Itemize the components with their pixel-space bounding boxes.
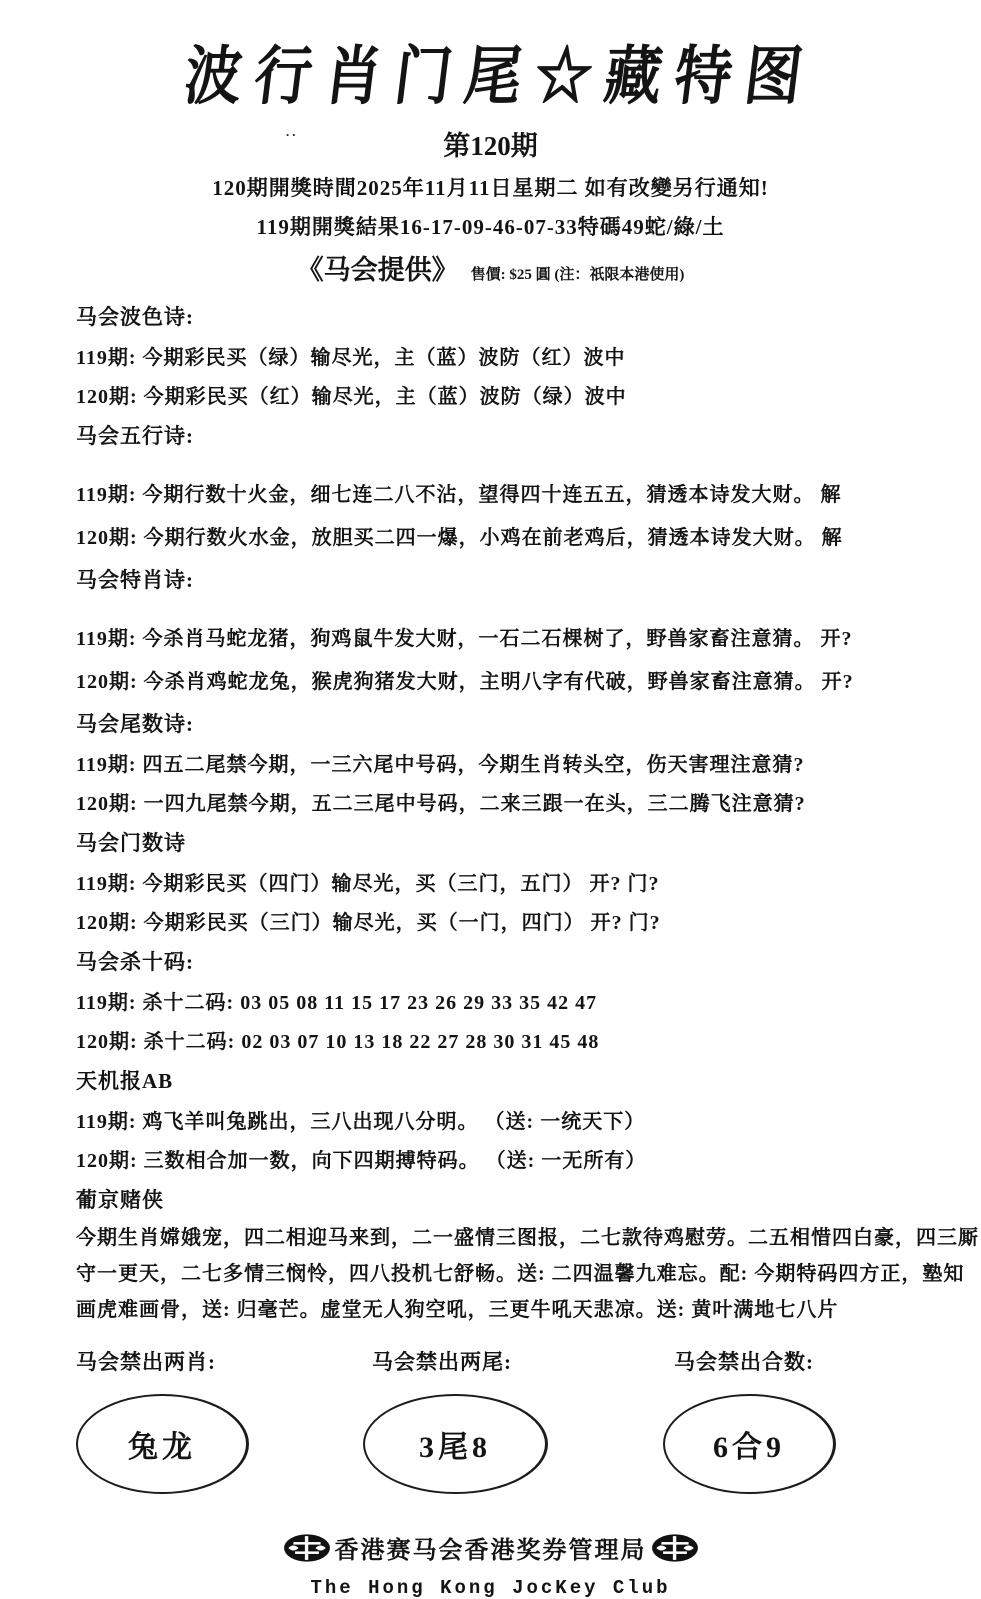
section-heading: 葡京赌侠 bbox=[76, 1188, 164, 1212]
paragraph-line: 画虎难画骨，送: 归毫芒。虚堂无人狗空吼，三更牛吼天悲凉。送: 黄叶满地七八片 bbox=[76, 1299, 839, 1321]
provider-name: 《马会提供》 bbox=[296, 255, 459, 285]
page-title: 波行肖门尾☆藏特图 bbox=[180, 41, 820, 113]
poem-sections bbox=[76, 301, 979, 1322]
forbidden-sum-label: 马会禁出合数: bbox=[674, 1350, 814, 1374]
section-heading: 马会门数诗 bbox=[76, 831, 186, 855]
poem-line: 120期: 今杀肖鸡蛇龙兔，猴虎狗猪发大财，主明八字有代破，野兽家畜注意猜。 开? bbox=[76, 671, 854, 693]
poem-line: 120期: 今期彩民买（三门）输尽光，买（一门，四门） 开? 门? bbox=[76, 912, 661, 934]
forbidden-zodiac-oval bbox=[76, 1394, 249, 1494]
issue-number: 第120期 bbox=[443, 131, 538, 161]
footer-org-en: The Hong Kong JocKey Club bbox=[310, 1577, 671, 1599]
poem-line: 120期: 三数相合加一数，向下四期搏特码。 （送: 一无所有） bbox=[76, 1150, 647, 1172]
poem-line: 119期: 四五二尾禁今期，一三六尾中号码，今期生肖转头空，伤天害理注意猜? bbox=[76, 754, 805, 776]
footer-org-cn: 香港赛马会香港奖券管理局 bbox=[334, 1538, 647, 1564]
section-killed-numbers bbox=[76, 946, 936, 1054]
section-heading: 马会五行诗: bbox=[76, 424, 194, 448]
killed-numbers-line: 120期: 杀十二码: 02 03 07 10 13 18 22 27 28 30 31 45 48 bbox=[76, 1031, 600, 1053]
poem-line: 119期: 今期行数十火金，细七连二八不沾，望得四十连五五，猜透本诗发大财。 解 bbox=[76, 484, 842, 506]
section-heading: 马会特肖诗: bbox=[76, 568, 194, 592]
paragraph-line: 今期生肖嫦娥宠，四二相迎马来到，二一盛情三图报，二七款待鸡慰劳。二五相惜四白豪，四三厮 bbox=[76, 1227, 979, 1249]
section-heading: 马会尾数诗: bbox=[76, 712, 194, 736]
paragraph-line: 守一更天，二七多情三悯怜，四八投机七舒畅。送: 二四温馨九难忘。配: 今期特码四方正，塾知 bbox=[76, 1263, 965, 1285]
forbidden-labels-row bbox=[76, 1346, 981, 1376]
forbidden-tail-value: 3尾8 bbox=[419, 1431, 491, 1464]
hkjc-emblem-icon bbox=[649, 1531, 701, 1565]
poem-line: 119期: 今杀肖马蛇龙猪，狗鸡鼠牛发大财，一石二石棵树了，野兽家畜注意猜。 开? bbox=[76, 628, 853, 650]
tip-sheet-page bbox=[0, 30, 981, 1599]
footer-org-row bbox=[0, 1530, 981, 1565]
forbidden-tail-label: 马会禁出两尾: bbox=[372, 1350, 512, 1374]
poem-line: 120期: 今期行数火水金，放胆买二四一爆，小鸡在前老鸡后，猜透本诗发大财。 解 bbox=[76, 527, 843, 549]
forbidden-tail-oval bbox=[363, 1394, 548, 1494]
section-heading: 马会杀十码: bbox=[76, 950, 194, 974]
draw-time-line: 120期開獎時間2025年11月11日星期二 如有改變另行通知! bbox=[212, 176, 769, 200]
killed-numbers-line: 119期: 杀十二码: 03 05 08 11 15 17 23 26 29 33 35 42 47 bbox=[76, 992, 598, 1014]
poem-line: 120期: 今期彩民买（红）输尽光，主（蓝）波防（绿）波中 bbox=[76, 386, 627, 408]
section-five-elements-poem bbox=[76, 420, 936, 550]
poem-line: 119期: 今期彩民买（绿）输尽光，主（蓝）波防（红）波中 bbox=[76, 347, 626, 369]
poem-line: 119期: 鸡飞羊叫兔跳出，三八出现八分明。 （送: 一统天下） bbox=[76, 1111, 646, 1133]
forbidden-sum-value: 6合9 bbox=[713, 1431, 785, 1464]
section-gate-number-poem bbox=[76, 827, 936, 935]
section-pujing-gambler bbox=[76, 1184, 979, 1322]
forbidden-sum-oval bbox=[663, 1394, 836, 1494]
provider-row bbox=[0, 248, 981, 287]
section-special-zodiac-poem bbox=[76, 564, 936, 694]
section-wave-color-poem bbox=[76, 301, 936, 409]
issue-row bbox=[0, 124, 981, 163]
forbidden-zodiac-label: 马会禁出两肖: bbox=[76, 1350, 216, 1374]
section-tianji-report bbox=[76, 1065, 936, 1173]
section-heading: 马会波色诗: bbox=[76, 305, 194, 329]
poem-line: 119期: 今期彩民买（四门）输尽光，买（三门，五门） 开? 门? bbox=[76, 873, 660, 895]
poem-line: 120期: 一四九尾禁今期，五二三尾中号码，二来三跟一在头，三二腾飞注意猜? bbox=[76, 793, 806, 815]
hkjc-emblem-icon bbox=[281, 1531, 333, 1565]
section-heading: 天机报AB bbox=[76, 1069, 174, 1093]
previous-result-line: 119期開獎結果16-17-09-46-07-33特碼49蛇/綠/土 bbox=[256, 215, 725, 239]
forbidden-values-row bbox=[0, 1394, 981, 1494]
ink-speck: .. bbox=[286, 124, 299, 139]
section-tail-number-poem bbox=[76, 708, 936, 816]
price-note: 售價: $25 圓 (注：祇限本港使用) bbox=[470, 267, 685, 283]
forbidden-zodiac-value: 兔龙 bbox=[128, 1431, 196, 1464]
